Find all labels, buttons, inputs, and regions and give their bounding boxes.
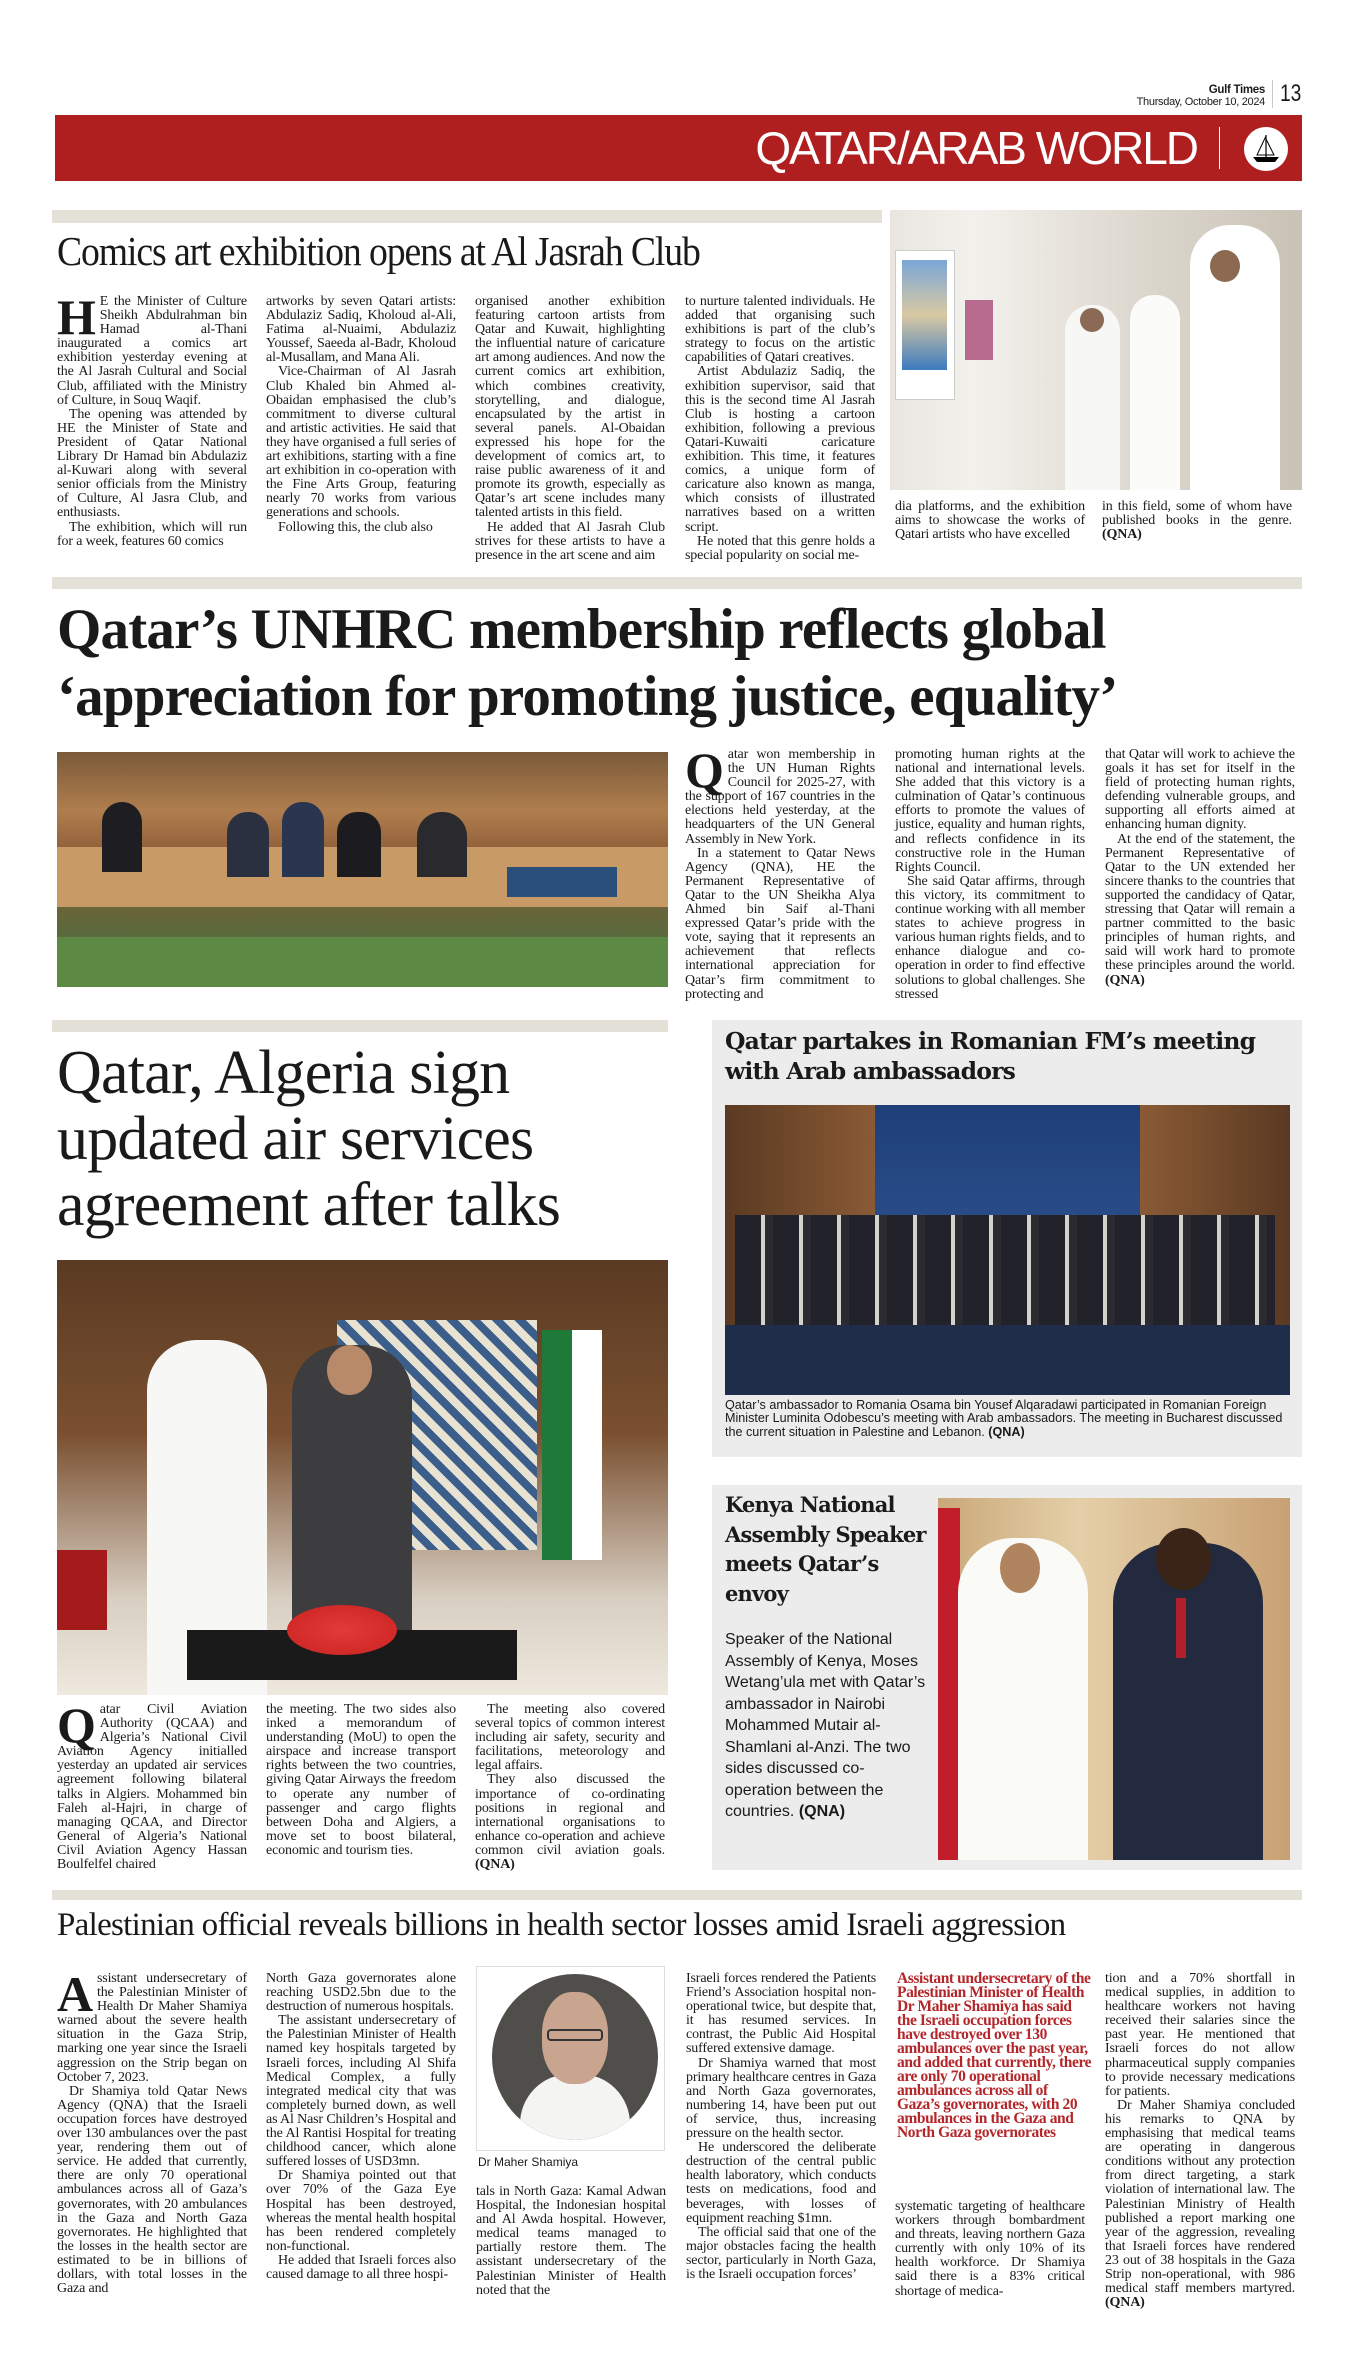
paragraph-text: Israeli forces rendered the Patients Friend’s Association hospital non-operational twice, but despite that, it has resumed services. In contrast, the Public Aid Hospital suffered extensive damage. (686, 1971, 876, 2057)
article-column (1105, 1972, 1295, 2310)
paragraph-text: He added that Israeli forces also caused damage to all three hospi- (266, 2252, 456, 2282)
paragraph-text: He added that Al Jasrah Club strives for these artists to have a presence in the art scene and aim (475, 519, 665, 563)
body-text: Speaker of the National Assembly of Kenya, Moses Wetang’ula met with Qatar’s ambassador in Nairobi Mohammed Mutair al-Shamlani al-Anzi. The two sides discussed co-operation between the countries. (725, 1631, 926, 1820)
article-column (1105, 748, 1295, 988)
pull-quote: Assistant undersecretary of the Palestinian Minister of Health Dr Maher Shamiya has said the Israeli occupation forces have destroyed over 130 ambulances over the past year, and added that currently, there are only 70 operational ambulances across all of Gaza’s governorates, with 20 ambulances in the Gaza and North Gaza governorates (897, 1970, 1092, 2141)
article-paragraph (57, 521, 247, 549)
article-paragraph (686, 2141, 876, 2226)
article-paragraph (57, 2085, 247, 2296)
paragraph-text: Following this, the club also (278, 519, 433, 535)
article-column (57, 289, 247, 549)
drop-cap: H (57, 289, 96, 345)
paragraph-text: that Qatar will work to achieve the goals it has set for itself in the field of protecting human rights, defending vulnerable groups, and supporting all efforts aimed at enhancing human dignity. (1105, 747, 1295, 833)
drop-cap: Q (685, 742, 724, 798)
paragraph-text: E the Minister of Culture Sheikh Abdulrahman bin Hamad al-Thani inaugurated a comics art exhibition yesterday evening at the Al Jasrah Cultural and Social Club, affiliated with the Ministry of Culture, in Souq Waqif. (57, 294, 247, 408)
paragraph-text: The exhibition, which will run for a week, features 60 comics (57, 519, 247, 549)
drop-cap: A (57, 1966, 93, 2022)
article-paragraph (266, 2169, 456, 2254)
article-paragraph (266, 521, 456, 535)
section-rule (52, 210, 882, 223)
paragraph-text: He underscored the deliberate destruction of the central public health laboratory, which conducts tests on medications, food and beverages, with losses of equipment reaching $1mn. (686, 2140, 876, 2226)
section-banner (55, 115, 1302, 181)
paragraph-text: ssistant undersecretary of the Palestinian Minister of Health Dr Maher Shamiya warned about the severe health situation in the Gaza Strip, marking one year since the Israeli aggression on the Strip began on October 7, 2023. (57, 1971, 247, 2085)
section-rule (52, 577, 1302, 589)
article-column (266, 1972, 456, 2282)
paper-name: Gulf Times (1208, 84, 1265, 96)
section-title: QATAR/ARAB WORLD (755, 122, 1197, 174)
article-paragraph (1105, 2099, 1295, 2310)
paragraph-text: tion and a 70% shortfall in medical supplies, in addition to healthcare workers not having received their salaries since the past year. He mentioned that Israeli forces do not allow pharmaceutical supply companies to provide necessary medications for patients. (1105, 1971, 1295, 2099)
paragraph-text: She said Qatar affirms, through this victory, its commitment to continue working with all member states to achieve progress in various human rights fields, and to enhance dialogue and co-operation in order to find effective solutions to global challenges. She stressed (895, 873, 1085, 1002)
credit: (QNA) (475, 1857, 515, 1873)
article-column (475, 295, 665, 563)
paragraph-text: Dr Maher Shamiya concluded his remarks to QNA by emphasising that medical teams are operating in dangerous conditions without any protection from direct targeting, a stark violation of international law. The Palestinian Ministry of Health published a report marking one year of the aggression, revealing that Israeli forces have rendered 23 out of 38 hospitals in the Gaza Strip non-operational, with 986 medical staff members martyred. (1105, 2097, 1295, 2297)
article-paragraph (57, 289, 247, 408)
page-number: 13 (1272, 80, 1301, 108)
photo-un-assembly (57, 752, 668, 987)
article-paragraph (685, 365, 875, 534)
article-column (895, 748, 1085, 1002)
issue-date: Thursday, October 10, 2024 (1136, 96, 1265, 108)
paragraph-text: The assistant undersecretary of the Palestinian Minister of Health named key hospitals targeted by Israeli forces, including Al Shifa Medical Complex, a fully integrated medical city that was completely burned down, as well as Al Nasr Children’s Hospital and the Al Rantisi Hospital for treating childhood cancer, which alone suffered losses of USD3mn. (266, 2013, 456, 2170)
photo-caption (725, 1399, 1295, 1439)
article-paragraph (475, 1703, 665, 1773)
paragraph-text: tals in North Gaza: Kamal Adwan Hospital, the Indonesian hospital and Al Awda hospital. However, medical teams managed to partially restore them. The assistant undersecretary of the Palestinian Minister of Health noted that the (476, 2184, 666, 2298)
paragraph-text: Dr Shamiya pointed out that over 70% of the Gaza Eye Hospital has been destroyed, whereas the mental health hospital has been rendered completely non-functional. (266, 2168, 456, 2254)
paragraph-text: The opening was attended by HE the Minister of State and President of Qatar National Library Dr Hamad bin Abdulaziz al-Kuwari along with several senior officials from the Ministry of Culture, Al Jasra Club, and enthusiasts. (57, 406, 247, 521)
article-paragraph (686, 2057, 876, 2142)
section-rule (52, 1020, 668, 1032)
article-paragraph (266, 2014, 456, 2169)
paragraph-text: The meeting also covered several topics of common interest including air safety, security and facilitations, meteorology and legal affairs. (475, 1702, 665, 1774)
article-paragraph (1105, 1972, 1295, 2099)
article-column (266, 295, 456, 535)
paragraph-text: Vice-Chairman of Al Jasrah Club Khaled bin Ahmed al-Obaidan emphasised the club’s commitment to diverse cultural and artistic activities. He said that they have organised a full series of art exhibitions, starting with a fine art exhibition in co-operation with the Fine Arts Group, featuring nearly 70 works from various generations and schools. (266, 364, 456, 521)
article-column (895, 2200, 1085, 2299)
article-paragraph (685, 535, 875, 563)
masthead-paper-info (1060, 84, 1265, 108)
article-column (57, 1697, 247, 1873)
article-column (685, 295, 875, 563)
article-paragraph (57, 408, 247, 521)
headline-romania: Qatar partakes in Romanian FM’s meeting with Arab ambassadors (725, 1027, 1256, 1085)
article-paragraph (686, 1972, 876, 2057)
section-rule (52, 1890, 1302, 1900)
photo-romania-meeting (725, 1105, 1290, 1395)
article-column (895, 500, 1085, 542)
paragraph-text: artworks by seven Qatari artists: Abdulaziz Sadiq, Kholoud al-Ali, Fatima al-Nuaimi, Abdulaziz Youssef, Saeeda al-Badr, Kholoud al-Musallam, and Mana Ali. (266, 294, 456, 366)
credit: (QNA) (1105, 972, 1145, 988)
article-paragraph (57, 1966, 247, 2085)
article-paragraph (475, 1773, 665, 1872)
paragraph-text: the meeting. The two sides also inked a memorandum of understanding (MoU) to open the airspace and increase transport rights between the two countries, giving Qatar Airways the freedom to operate any number of passenger and cargo flights between Doha and Algiers, a move set to boost bilateral, economic and tourism ties. (266, 1702, 456, 1858)
paragraph-text: atar Civil Aviation Authority (QCAA) and Algeria’s National Civil Aviation Agency initialled yesterday an updated air services agreement following bilateral talks in Algiers. Mohammed bin Faleh al-Hajri, in charge of managing QCAA, and Director General of Algeria’s National Civil Aviation Agency Hassan Boulfelfel chaired (57, 1702, 247, 1873)
paragraph-text: Dr Shamiya told Qatar News Agency (QNA) that the Israeli occupation forces have destroyed over 130 ambulances over the past year, rendering them out of service. He added that currently, there are only 70 operational ambulances across all of Gaza’s governorates, with 20 ambulances in the Gaza and North Gaza governorates. He highlighted that the losses in the health sector are estimated to be in billions of dollars, with total losses in the Gaza and (57, 2083, 247, 2297)
dhow-logo-icon (1244, 127, 1288, 171)
photo-comics-exhibition (890, 210, 1302, 490)
paragraph-text: organised another exhibition featuring cartoon artists from Qatar and Kuwait, highlighting the influential nature of caricature art among audiences. And now the current comics art exhibition, which combines creativity, storytelling, and dialogue, encapsulated by the artist in several panels. Al-Obaidan expressed his hope for the development of comics art, to raise public awareness of it and promote its growth, especially as Qatar’s art scene includes many talented artists in this field. (475, 294, 665, 521)
article-column (686, 1972, 876, 2282)
article-paragraph (686, 2226, 876, 2282)
headline-comics: Comics art exhibition opens at Al Jasrah Club (57, 228, 700, 274)
paragraph-text: At the end of the statement, the Permanent Representative of Qatar to the UN extended her sincere thanks to the countries that supported the candidacy of Qatar, stressing that Qatar will remain a partner committed to the basic principles of human rights, and said will work hard to promote these principles around the world. (1105, 831, 1295, 974)
article-column (57, 1966, 247, 2297)
photo-caption: Dr Maher Shamiya (478, 2155, 579, 2169)
divider (1219, 127, 1220, 169)
article-paragraph (1102, 500, 1292, 542)
paragraph-text: systematic targeting of healthcare workers through bombardment and threats, leaving northern Gaza currently with only 10% of its health workforce. Dr Shamiya said there is a 83% critical shortage of medica- (895, 2199, 1085, 2299)
photo-agreement-signing (57, 1260, 668, 1695)
article-paragraph (895, 2200, 1085, 2299)
paragraph-text: They also discussed the importance of co-ordinating positions in regional and international organisations to enhance co-operation and achieve common civil aviation goals. (475, 1772, 665, 1858)
article-paragraph (895, 875, 1085, 1002)
article-paragraph (895, 748, 1085, 875)
drop-cap: Q (57, 1697, 96, 1753)
headline-line: Qatar’s UNHRC membership reflects global (57, 598, 1106, 661)
article-paragraph (266, 1703, 456, 1858)
paragraph-text: In a statement to Qatar News Agency (QNA), HE the Permanent Representative of Qatar to the UN Sheikha Alya Ahmed bin Saif al-Thani expressed Qatar’s pride with the vote, saying that it represents an achievement that reflects international appreciation for Qatar’s firm commitment to protecting and (685, 845, 875, 1002)
headline-palestine: Palestinian official reveals billions in health sector losses amid Israeli aggression (57, 1907, 1066, 1943)
credit: (QNA) (988, 1424, 1025, 1439)
paragraph-text: Artist Abdulaziz Sadiq, the exhibition supervisor, said that this is the second time Al Jasrah Club is hosting a cartoon exhibition, following a previous Qatari-Kuwaiti caricature exhibition. This time, it features comics, a unique form of caricature also known as manga, which consists of illustrated narratives based on a written script. (685, 364, 875, 535)
article-paragraph (266, 2254, 456, 2282)
article-paragraph (475, 521, 665, 563)
article-paragraph (266, 1972, 456, 2014)
article-column (266, 1703, 456, 1858)
article-paragraph (685, 295, 875, 365)
article-paragraph (1105, 833, 1295, 988)
article-paragraph (1105, 748, 1295, 833)
article-column (476, 2185, 666, 2298)
caption-text: Qatar’s ambassador to Romania Osama bin Yousef Alqaradawi participated in Romanian Foreign Minister Luminita Odobescu’s meeting with Arab ambassadors. The meeting in Bucharest discussed the current situation in Palestine and Lebanon. (725, 1398, 1283, 1439)
article-paragraph (475, 295, 665, 521)
article-column (685, 742, 875, 1002)
headline-unhrc (57, 596, 1317, 730)
article-paragraph (895, 500, 1085, 542)
paragraph-text: atar won membership in the UN Human Rights Council for 2025-27, with the support of 167 countries in the elections held yesterday, at the headquarters of the UN General Assembly in New York. (685, 747, 875, 847)
paragraph-text: in this field, some of whom have published books in the genre. (1102, 499, 1292, 529)
article-column (1102, 500, 1292, 542)
paragraph-text: dia platforms, and the exhibition aims to showcase the works of Qatari artists who have excelled (895, 499, 1085, 543)
photo-kenya-meeting (938, 1498, 1290, 1860)
paragraph-text: promoting human rights at the national and international levels. She added that this victory is a culmination of Qatar’s continuous efforts to promote the values of justice, equality and human rights, and reflects confidence in its constructive role in the Human Rights Council. (895, 747, 1085, 875)
headline-line: ‘appreciation for promoting justice, equality’ (57, 665, 1118, 728)
paragraph-text: to nurture talented individuals. He added that organising such exhibitions is part of the club’s strategy to focus on the artistic capabilities of Qatari creatives. (685, 294, 875, 366)
paragraph-text: Dr Shamiya warned that most primary healthcare centres in Gaza and North Gaza governorates, numbering 14, have been put out of service, thus, increasing pressure on the health sector. (686, 2055, 877, 2142)
headline-kenya: Kenya National Assembly Speaker meets Qatar’s envoy (725, 1492, 926, 1606)
article-paragraph (57, 1697, 247, 1873)
paragraph-text: The official said that one of the major obstacles facing the health sector, particularly in North Gaza, is the Israeli occupation forces’ (686, 2224, 876, 2282)
article-paragraph (266, 365, 456, 520)
article-column (475, 1703, 665, 1872)
article-paragraph (476, 2185, 666, 2298)
photo-maher-shamiya (476, 1966, 665, 2151)
paragraph-text: North Gaza governorates alone reaching USD2.5bn due to the destruction of numerous hospitals. (266, 1971, 456, 2015)
headline-algeria: Qatar, Algeria sign updated air services agreement after talks (57, 1039, 561, 1239)
paragraph-text: He noted that this genre holds a special popularity on social me- (685, 533, 875, 563)
kenya-body (725, 1629, 930, 1823)
credit: (QNA) (798, 1803, 846, 1820)
article-paragraph (685, 742, 875, 847)
credit: (QNA) (1102, 527, 1142, 543)
article-paragraph (685, 847, 875, 1002)
article-paragraph (266, 295, 456, 365)
credit: (QNA) (1105, 2295, 1145, 2311)
